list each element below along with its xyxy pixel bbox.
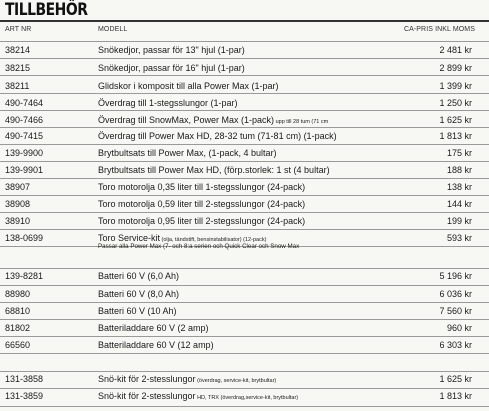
- art-number: 131-3858: [5, 374, 44, 384]
- model-description: Snö-kit för 2-stesslungor (överdrag, service-kit, brytbultar): [98, 374, 277, 384]
- row-separator: [0, 406, 489, 407]
- art-number: 66560: [5, 340, 31, 350]
- row-separator: [0, 371, 489, 372]
- table-row: [0, 391, 489, 405]
- price: 593 kr: [446, 233, 472, 243]
- header-price: CA-PRIS INKL MOMS: [403, 26, 475, 33]
- model-description: Batteri 60 V (8,0 Ah): [98, 289, 180, 299]
- model-description: Brytbultsats till Power Max HD, (förp.storlek: 1 st (4 bultar): [98, 165, 330, 175]
- table-row: [0, 81, 489, 95]
- model-description: Toro motorolja 0,59 liter till 2-stegsslungor (24-pack): [98, 199, 306, 209]
- model-description: Batteriladdare 60 V (12 amp): [98, 340, 214, 350]
- price: 1 625 kr: [439, 374, 472, 384]
- art-number: 139-9900: [5, 148, 44, 158]
- table-row: [0, 271, 489, 285]
- model-description: Glidskor i komposit till alla Power Max (1-par): [98, 81, 279, 91]
- price: 1 625 kr: [439, 115, 472, 125]
- page-title: TILLBEHÖR: [5, 0, 88, 20]
- model-description: Snökedjor, passar för 13" hjul (1-par): [98, 45, 245, 55]
- model-description: Överdrag till 1-stegsslungor (1-par): [98, 98, 238, 108]
- price: 6 036 kr: [439, 289, 472, 299]
- art-number: 490-7466: [5, 115, 44, 125]
- art-number: 38908: [5, 199, 31, 209]
- price: 1 813 kr: [439, 131, 472, 141]
- table-row: [0, 323, 489, 337]
- table-row: [0, 340, 489, 354]
- price: 5 196 kr: [439, 271, 472, 281]
- table-row: [0, 165, 489, 179]
- row-separator: [0, 285, 489, 286]
- model-description: Toro motorolja 0,35 liter till 1-stegsslungor (24-pack): [98, 182, 306, 192]
- art-number: 139-8281: [5, 271, 44, 281]
- price: 175 kr: [446, 148, 472, 158]
- table-row: [0, 289, 489, 303]
- art-number: 139-9901: [5, 165, 44, 175]
- table-row: [0, 216, 489, 230]
- model-description: Överdrag till Power Max HD, 28-32 tum (71-81 cm) (1-pack): [98, 131, 337, 141]
- price: 1 813 kr: [439, 391, 472, 401]
- title-rule: [0, 20, 489, 22]
- model-description: Överdrag till SnowMax, Power Max (1-pack) upp till 28 tum (71 cm: [98, 115, 329, 125]
- model-description: Toro Service-kit (olja, tändstift, bensinstabilisator) (12-pack): [98, 233, 267, 243]
- model-note: (olja, tändstift, bensinstabilisator) (12-pack): [160, 237, 267, 243]
- price: 188 kr: [446, 165, 472, 175]
- art-number: 131-3859: [5, 391, 44, 401]
- model-description: Toro motorolja 0,95 liter till 2-stegsslungor (24-pack): [98, 216, 306, 226]
- art-number: 38214: [5, 45, 31, 55]
- table-row: [0, 233, 489, 250]
- price: 199 kr: [446, 216, 472, 226]
- model-description: Batteriladdare 60 V (2 amp): [98, 323, 209, 333]
- price: 2 899 kr: [439, 63, 472, 73]
- model-description: Snö-kit för 2-stesslungor HD, TRX (överdrag,service-kit, brytbultar): [98, 391, 299, 401]
- art-number: 88980: [5, 289, 31, 299]
- art-number: 490-7464: [5, 98, 44, 108]
- price: 144 kr: [446, 199, 472, 209]
- model-description: Batteri 60 V (6,0 Ah): [98, 271, 180, 281]
- price: 1 399 kr: [439, 81, 472, 91]
- art-number: 38215: [5, 63, 31, 73]
- table-row: [0, 306, 489, 320]
- table-row: [0, 45, 489, 59]
- art-number: 38211: [5, 81, 30, 91]
- table-row: [0, 98, 489, 112]
- price: 960 kr: [446, 323, 472, 333]
- table-row: [0, 115, 489, 129]
- price: 1 250 kr: [439, 98, 472, 108]
- table-row: [0, 199, 489, 213]
- model-description: Snökedjor, passar för 16" hjul (1-par): [98, 63, 245, 73]
- art-number: 38907: [5, 182, 31, 192]
- price: 7 560 kr: [439, 306, 472, 316]
- price: 6 303 kr: [439, 340, 472, 350]
- table-row: [0, 131, 489, 145]
- table-row: [0, 182, 489, 196]
- price: 2 481 kr: [439, 45, 472, 55]
- table-row: [0, 63, 489, 77]
- header-art-nr: ART NR: [5, 26, 32, 33]
- art-number: 68810: [5, 306, 31, 316]
- model-note: upp till 28 tum (71 cm: [274, 119, 329, 125]
- model-note: (överdrag, service-kit, brytbultar): [195, 378, 277, 384]
- price: 138 kr: [446, 182, 472, 192]
- art-number: 138-0699: [5, 233, 44, 243]
- art-number: 490-7415: [5, 131, 44, 141]
- model-note: HD, TRX (överdrag,service-kit, brytbultar): [195, 395, 299, 401]
- model-description: Brytbultsats till Power Max, (1-pack, 4 bultar): [98, 148, 277, 158]
- art-number: 38910: [5, 216, 31, 226]
- table-row: [0, 148, 489, 162]
- art-number: 81802: [5, 323, 31, 333]
- row-separator: [0, 41, 489, 42]
- row-separator: [0, 388, 489, 389]
- model-description-line2: Passar alla Power Max (7- och 8:a serien och Quick Clear och Snow Max: [98, 243, 300, 250]
- model-description: Batteri 60 V (10 Ah): [98, 306, 177, 316]
- header-model: MODELL: [98, 26, 128, 33]
- table-row: [0, 374, 489, 388]
- row-separator: [0, 268, 489, 269]
